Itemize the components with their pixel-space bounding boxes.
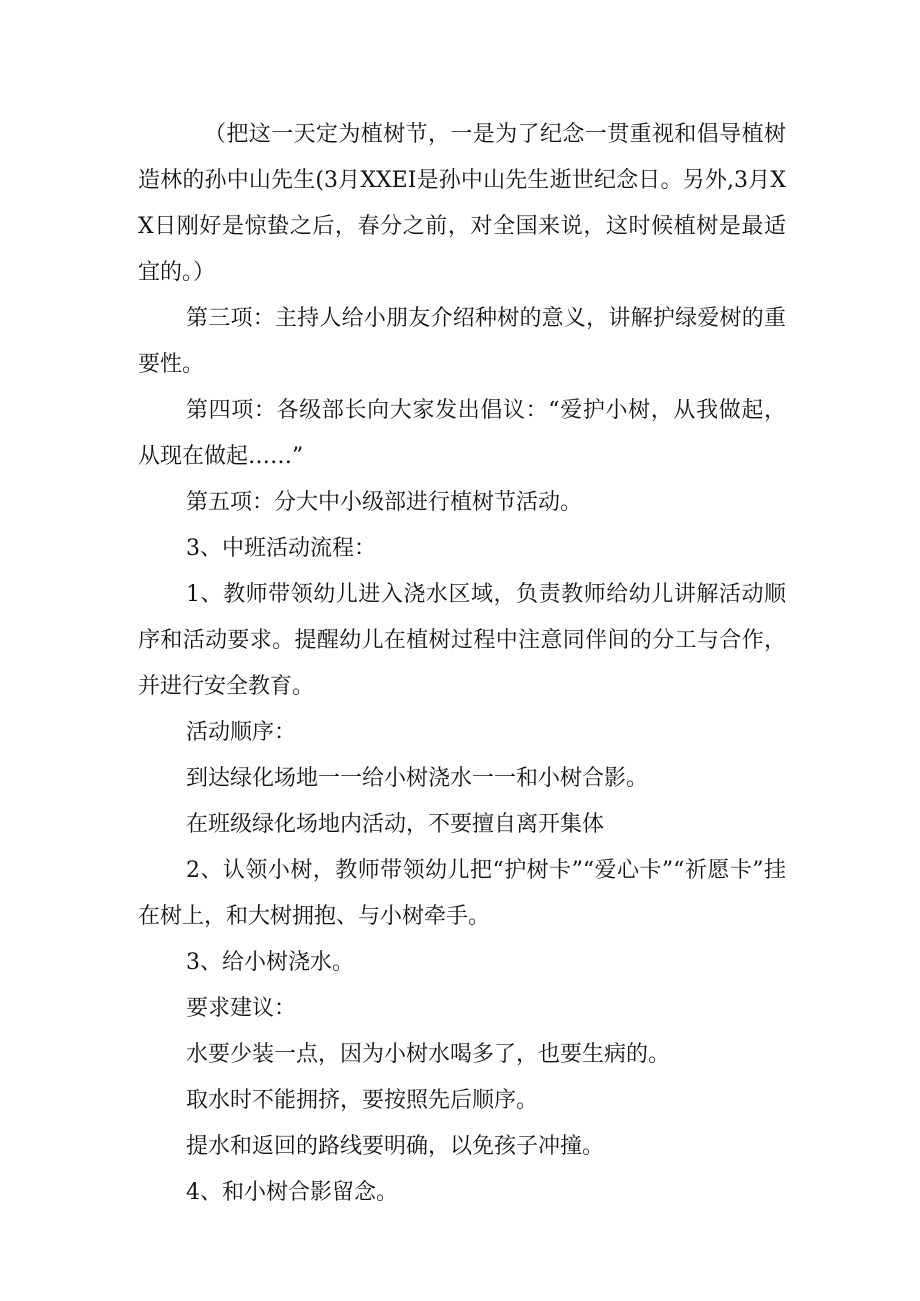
paragraph-item-four: 第四项：各级部长向大家发出倡议：“爱护小树，从我做起，从现在做起……”	[138, 398, 786, 469]
subheading-activity-order: 活动顺序：	[186, 720, 297, 745]
paragraph-requirement-order: 取水时不能拥挤，要按照先后顺序。	[186, 1088, 539, 1113]
subheading-requirements: 要求建议：	[186, 996, 297, 1021]
document-body	[138, 112, 786, 1216]
paragraph-step-two: 2、认领小树，教师带领幼儿把“护树卡”“爱心卡”“祈愿卡”挂在树上，和大树拥抱、与小树牵手。	[138, 858, 786, 929]
section-heading-middle-class: 3、中班活动流程：	[186, 536, 376, 561]
paragraph-activity-sequence: 到达绿化场地一一给小树浇水一一和小树合影。	[186, 766, 649, 791]
paragraph-tree-day-note: （把这一天定为植树节，一是为了纪念一贯重视和倡导植树造林的孙中山先生(3月XXEI是孙中山先生逝世纪念日。另外,3月XX日刚好是惊蛰之后，春分之前，对全国来说，这时候植树是最适宜的。）	[138, 122, 786, 285]
paragraph-step-one: 1、教师带领幼儿进入浇水区域，负责教师给幼儿讲解活动顺序和活动要求。提醒幼儿在植树过程中注意同伴间的分工与合作，并进行安全教育。	[138, 582, 786, 699]
paragraph-requirement-water: 水要少装一点，因为小树水喝多了，也要生病的。	[186, 1042, 671, 1067]
paragraph-requirement-route: 提水和返回的路线要明确，以免孩子冲撞。	[186, 1134, 605, 1159]
paragraph-step-four: 4、和小树合影留念。	[186, 1180, 398, 1205]
paragraph-item-five: 第五项：分大中小级部进行植树节活动。	[186, 490, 583, 515]
paragraph-item-three: 第三项：主持人给小朋友介绍种树的意义，讲解护绿爱树的重要性。	[138, 306, 786, 377]
paragraph-stay-with-group: 在班级绿化场地内活动，不要擅自离开集体	[186, 812, 605, 837]
paragraph-step-three: 3、给小树浇水。	[186, 950, 354, 975]
